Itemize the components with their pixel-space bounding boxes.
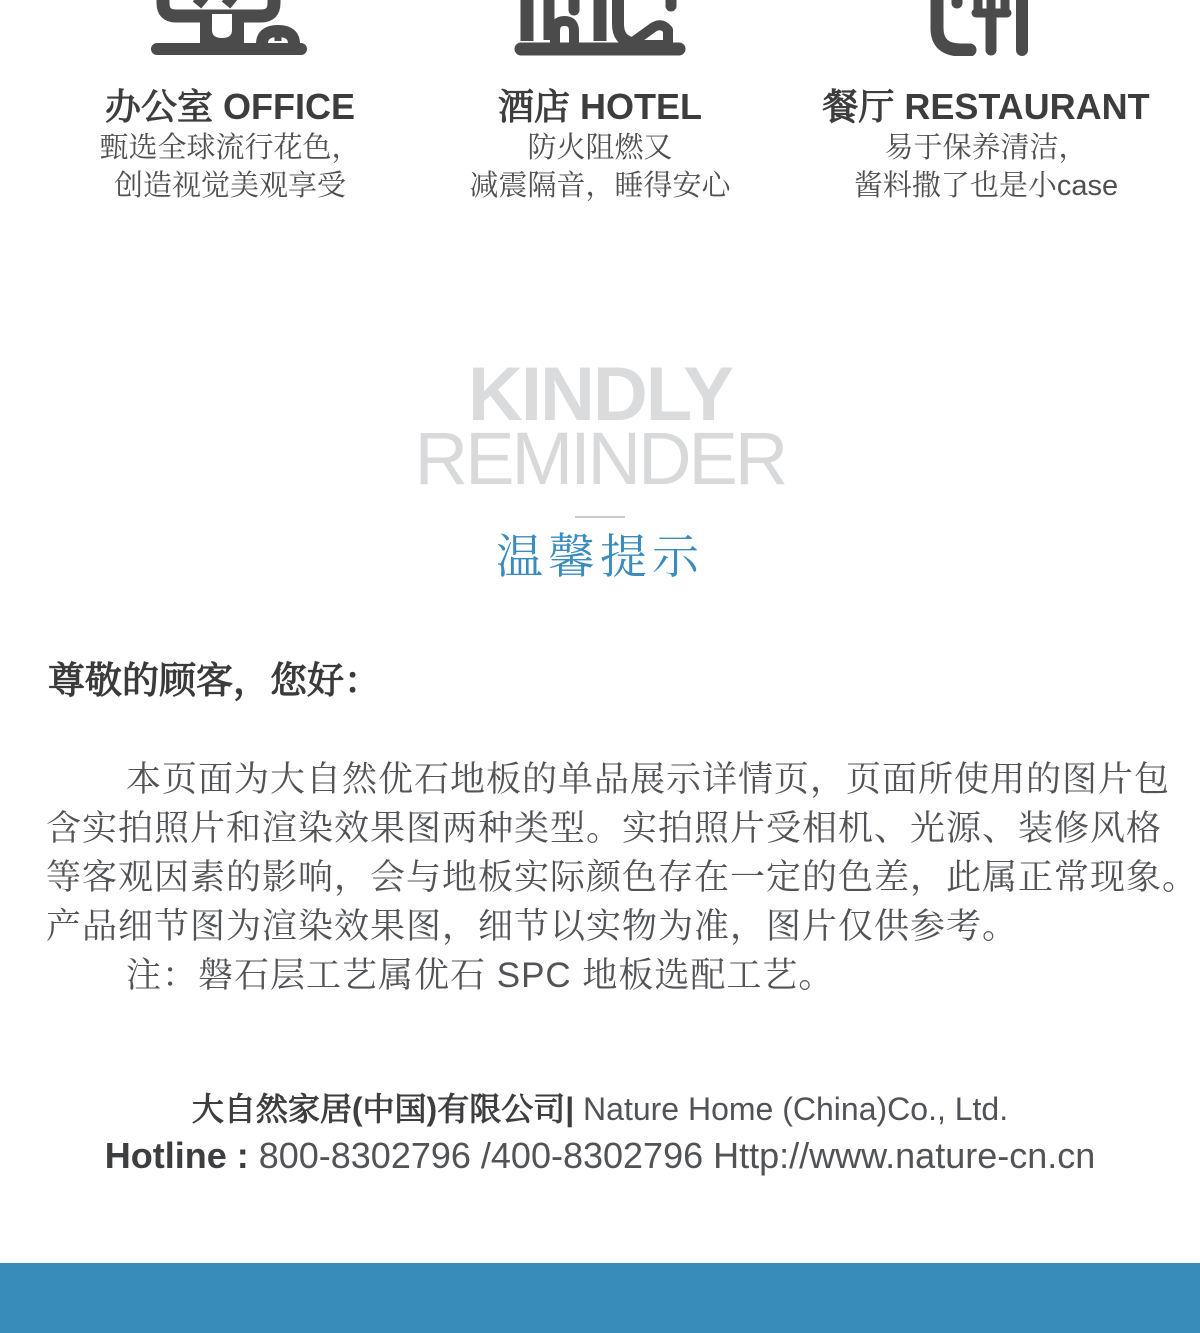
reminder-subheading: 温馨提示 (496, 530, 704, 583)
company-name-line (0, 1090, 1200, 1128)
office-computer-icon (30, 0, 430, 56)
reminder-watermark-text: REMINDER (414, 417, 786, 500)
kindly-reminder-section (0, 352, 1200, 583)
feature-office-line2: 创造视觉美观享受 (113, 170, 346, 202)
company-name-cn: 大自然家居(中国)有限公司| (191, 1091, 575, 1127)
notice-paragraph (46, 755, 1199, 1000)
notice-note-line: 注：磐石层工艺属优石 SPC 地板选配工艺。 (126, 956, 835, 995)
feature-restaurant (780, 0, 1192, 205)
feature-hotel-line1: 防火阻燃又 (527, 132, 673, 164)
feature-office-line1: 甄选全球流行花色， (99, 132, 361, 164)
reminder-divider (575, 516, 625, 518)
feature-restaurant-title: 餐厅 RESTAURANT (822, 86, 1150, 127)
feature-hotel (400, 0, 800, 205)
restaurant-cutlery-icon (780, 0, 1192, 56)
hotline-numbers: 800-8302796 /400-8302796 (248, 1135, 714, 1176)
feature-restaurant-line2: 酱料撒了也是小case (853, 170, 1119, 202)
bottom-blue-bar (0, 1263, 1200, 1333)
hotline-label: Hotline : (104, 1135, 249, 1176)
feature-office-title: 办公室 OFFICE (105, 86, 355, 127)
kindly-watermark-text: KINDLY (468, 352, 732, 437)
notice-line: 含实拍照片和渲染效果图两种类型。实拍照片受相机、光源、装修风格 (46, 809, 1163, 848)
feature-hotel-line2: 减震隔音，睡得安心 (469, 170, 731, 202)
feature-office (30, 0, 430, 205)
notice-line: 本页面为大自然优石地板的单品展示详情页，页面所使用的图片包 (126, 760, 1171, 799)
hotline-line (0, 1134, 1200, 1178)
notice-line: 产品细节图为渲染效果图，细节以实物为准，图片仅供参考。 (46, 907, 1019, 946)
company-name-en: Nature Home (China)Co., Ltd. (574, 1091, 1009, 1127)
feature-hotel-title: 酒店 HOTEL (498, 86, 702, 127)
feature-restaurant-line1: 易于保养清洁， (884, 132, 1088, 164)
hotel-building-icon (400, 0, 800, 56)
website-url: Http://www.nature-cn.cn (713, 1135, 1096, 1176)
notice-line: 等客观因素的影响，会与地板实际颜色存在一定的色差，此属正常现象。 (46, 858, 1199, 897)
customer-greeting: 尊敬的顾客，您好： (48, 660, 381, 701)
